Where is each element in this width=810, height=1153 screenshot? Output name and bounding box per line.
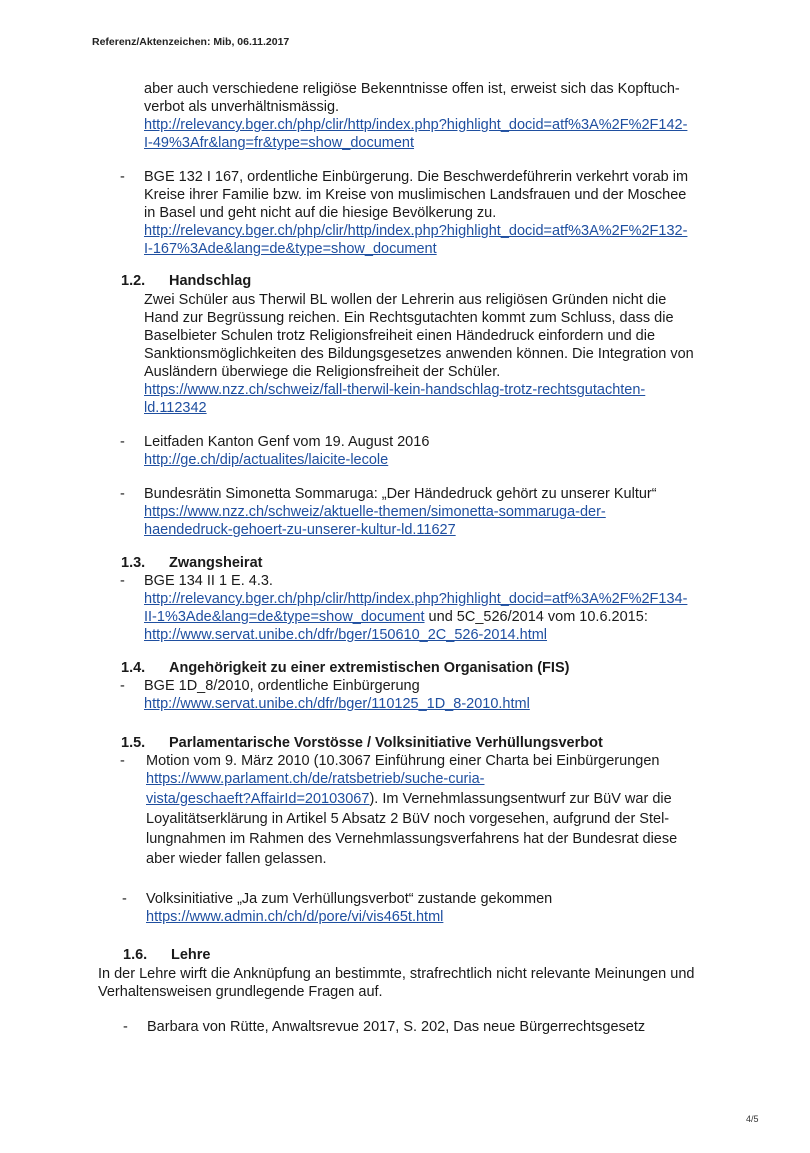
paragraph-line: Leitfaden Kanton Genf vom 19. August 2016 xyxy=(144,434,430,450)
paragraph-line: Bundesrätin Simonetta Sommaruga: „Der Händedruck gehört zu unserer Kultur“ xyxy=(144,486,657,502)
link-bge142-part1[interactable]: http://relevancy.bger.ch/php/clir/http/index.php?highlight_docid=atf%3A%2F%2F142- xyxy=(144,117,688,133)
bullet-dash: - xyxy=(120,434,125,450)
section-heading-lehre xyxy=(123,946,211,964)
page-number: 4/5 xyxy=(746,1114,759,1124)
paragraph-line: Ausländern überwiege die Religionsfreiheit der Schüler. xyxy=(144,364,501,380)
section-title: Zwangsheirat xyxy=(169,555,263,571)
section-number: 1.4. xyxy=(121,660,146,676)
paragraph-line: Zwei Schüler aus Therwil BL wollen der Lehrerin aus religiösen Gründen nicht die xyxy=(144,292,667,308)
link-parlament-part1[interactable]: https://www.parlament.ch/de/ratsbetrieb/suche-curia- xyxy=(146,771,485,787)
section-heading-zwangsheirat xyxy=(121,554,262,572)
inline-text: und 5C_526/2014 vom 10.6.2015: xyxy=(424,609,648,625)
paragraph-line: lungnahmen im Rahmen des Vernehmlassungsverfahrens hat der Bundesrat diese xyxy=(146,831,678,847)
link-bge142-part2[interactable]: I-49%3Afr&lang=fr&type=show_document xyxy=(144,135,415,151)
link-servat-1d8[interactable]: http://www.servat.unibe.ch/dfr/bger/110125_1D_8-2010.html xyxy=(144,696,530,712)
link-bge134-part1[interactable]: http://relevancy.bger.ch/php/clir/http/index.php?highlight_docid=atf%3A%2F%2F134- xyxy=(144,591,688,607)
paragraph-line: Sanktionsmöglichkeiten des Bildungsgesetzes anwenden können. Die Integration von xyxy=(144,346,694,362)
link-parlament-part2[interactable]: vista/geschaeft?AffairId=20103067 xyxy=(146,791,370,807)
section-heading-fis xyxy=(121,659,569,677)
paragraph-line: aber auch verschiedene religiöse Bekenntnisse offen ist, erweist sich das Kopftuch- xyxy=(144,81,680,97)
section-number: 1.6. xyxy=(123,947,148,963)
link-bge134-part2[interactable]: II-1%3Ade&lang=de&type=show_document xyxy=(144,609,425,625)
paragraph-line: In der Lehre wirft die Anknüpfung an bestimmte, strafrechtlich nicht relevante Meinungen und xyxy=(98,966,695,982)
section-number: 1.5. xyxy=(121,735,146,751)
paragraph-line: Baselbieter Schulen trotz Religionsfreiheit einen Händedruck einfordern und die xyxy=(144,328,656,344)
paragraph-line: in Basel und geht nicht auf die hiesige Bevölkerung zu. xyxy=(144,205,497,221)
paragraph-line: Loyalitätserklärung in Artikel 5 Absatz 2 BüV noch vorgesehen, aufgrund der Stel- xyxy=(146,811,670,827)
bullet-dash: - xyxy=(120,753,125,769)
paragraph-line: Kreise ihrer Familie bzw. im Kreise von muslimischen Landsfrauen und der Moschee xyxy=(144,187,687,203)
inline-text: ). Im Vernehmlassungsentwurf zur BüV war die xyxy=(369,791,672,807)
link-admin-vis465t[interactable]: https://www.admin.ch/ch/d/pore/vi/vis465t.html xyxy=(146,909,444,925)
link-nzz-sommaruga-part1[interactable]: https://www.nzz.ch/schweiz/aktuelle-themen/simonetta-sommaruga-der- xyxy=(144,504,606,520)
link-ge-laicite[interactable]: http://ge.ch/dip/actualites/laicite-lecole xyxy=(144,452,389,468)
link-nzz-sommaruga-part2[interactable]: haendedruck-gehoert-zu-unserer-kultur-ld.11627 xyxy=(144,522,456,538)
link-servat-2c526[interactable]: http://www.servat.unibe.ch/dfr/bger/150610_2C_526-2014.html xyxy=(144,627,548,643)
bullet-dash: - xyxy=(123,1019,128,1035)
link-bge132-part2[interactable]: I-167%3Ade&lang=de&type=show_document xyxy=(144,241,437,257)
paragraph-line: Verhaltensweisen grundlegende Fragen auf. xyxy=(98,984,383,1000)
paragraph-line: BGE 1D_8/2010, ordentliche Einbürgerung xyxy=(144,678,420,694)
paragraph-line: aber wieder fallen gelassen. xyxy=(146,851,327,867)
paragraph-line: Volksinitiative „Ja zum Verhüllungsverbot“ zustande gekommen xyxy=(146,891,553,907)
link-nzz-therwil-part1[interactable]: https://www.nzz.ch/schweiz/fall-therwil-kein-handschlag-trotz-rechtsgutachten- xyxy=(144,382,646,398)
section-title: Parlamentarische Vorstösse / Volksinitiative Verhüllungsverbot xyxy=(169,735,603,751)
bullet-dash: - xyxy=(120,486,125,502)
section-title: Lehre xyxy=(171,947,211,963)
link-nzz-therwil-part2[interactable]: ld.112342 xyxy=(144,400,207,416)
paragraph-line: Barbara von Rütte, Anwaltsrevue 2017, S. 202, Das neue Bürgerrechtsgesetz xyxy=(147,1019,646,1035)
paragraph-line: verbot als unverhältnismässig. xyxy=(144,99,340,115)
section-title: Angehörigkeit zu einer extremistischen Organisation (FIS) xyxy=(169,660,570,676)
section-title: Handschlag xyxy=(169,273,252,289)
paragraph-line: Hand zur Begrüssung reichen. Ein Rechtsgutachten kommt zum Schluss, dass die xyxy=(144,310,674,326)
paragraph-line: BGE 134 II 1 E. 4.3. xyxy=(144,573,273,589)
bullet-dash: - xyxy=(120,678,125,694)
paragraph-line: BGE 132 I 167, ordentliche Einbürgerung. Die Beschwerdeführerin verkehrt vorab im xyxy=(144,169,689,185)
bullet-dash: - xyxy=(120,573,125,589)
section-number: 1.2. xyxy=(121,273,146,289)
link-bge132-part1[interactable]: http://relevancy.bger.ch/php/clir/http/index.php?highlight_docid=atf%3A%2F%2F132- xyxy=(144,223,688,239)
paragraph-line: Motion vom 9. März 2010 (10.3067 Einführung einer Charta bei Einbürgerungen xyxy=(146,753,660,769)
section-heading-handschlag xyxy=(121,272,251,290)
section-number: 1.3. xyxy=(121,555,146,571)
bullet-dash: - xyxy=(122,891,127,907)
document-reference-header: Referenz/Aktenzeichen: Mib, 06.11.2017 xyxy=(92,36,290,48)
bullet-dash: - xyxy=(120,169,125,185)
section-heading-vorstoesse xyxy=(121,734,603,752)
